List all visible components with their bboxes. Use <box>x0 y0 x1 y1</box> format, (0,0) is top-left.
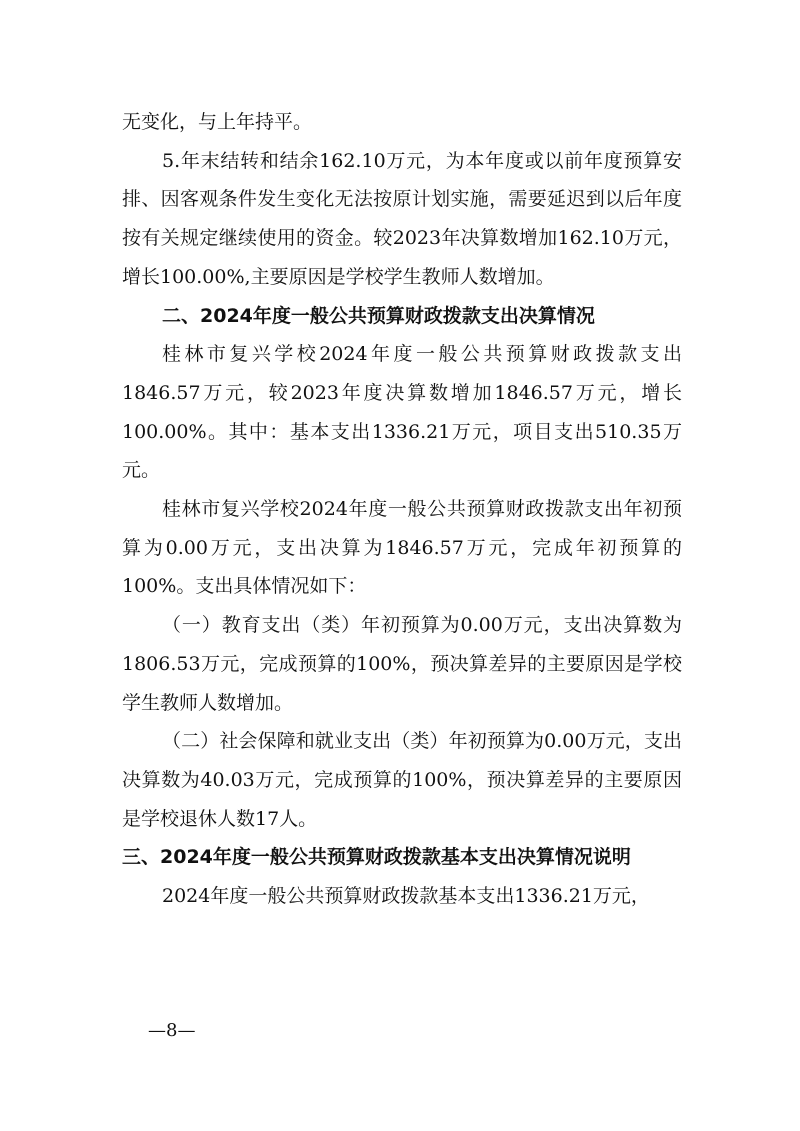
page-number: —8— <box>148 1020 196 1041</box>
paragraph-expenditure-budget: 桂林市复兴学校2024年度一般公共预算财政拨款支出年初预算为0.00万元，支出决算为1846.57万元，完成年初预算的100%。支出具体情况如下： <box>122 498 682 598</box>
section-heading-3: 三、2024年度一般公共预算财政拨款基本支出决算情况说明 <box>122 846 631 869</box>
section-heading-2: 二、2024年度一般公共预算财政拨款支出决算情况 <box>162 304 595 327</box>
paragraph-education-expenditure: （一）教育支出（类）年初预算为0.00万元，支出决算数为1806.53万元，完成预算的100%，预决算差异的主要原因是学校学生教师人数增加。 <box>122 614 682 714</box>
document-body <box>122 103 682 916</box>
paragraph-basic-expenditure: 2024年度一般公共预算财政拨款基本支出1336.21万元， <box>162 885 650 908</box>
paragraph-carryover: 无变化，与上年持平。 <box>122 111 313 133</box>
paragraph-year-end-balance: 5.年末结转和结余162.10万元，为本年度或以前年度预算安排、因客观条件发生变化无法按原计划实施，需要延迟到以后年度按有关规定继续使用的资金。较2023年决算数增加162.10万元，增长100.00%,主要原因是学校学生教师人数增加。 <box>122 149 682 288</box>
paragraph-social-security-expenditure: （二）社会保障和就业支出（类）年初预算为0.00万元，支出决算数为40.03万元，完成预算的100%，预决算差异的主要原因是学校退休人数17人。 <box>122 730 682 830</box>
paragraph-expenditure-total: 桂林市复兴学校2024年度一般公共预算财政拨款支出1846.57万元，较2023年度决算数增加1846.57万元，增长100.00%。其中：基本支出1336.21万元，项目支出510.35万元。 <box>122 343 682 482</box>
